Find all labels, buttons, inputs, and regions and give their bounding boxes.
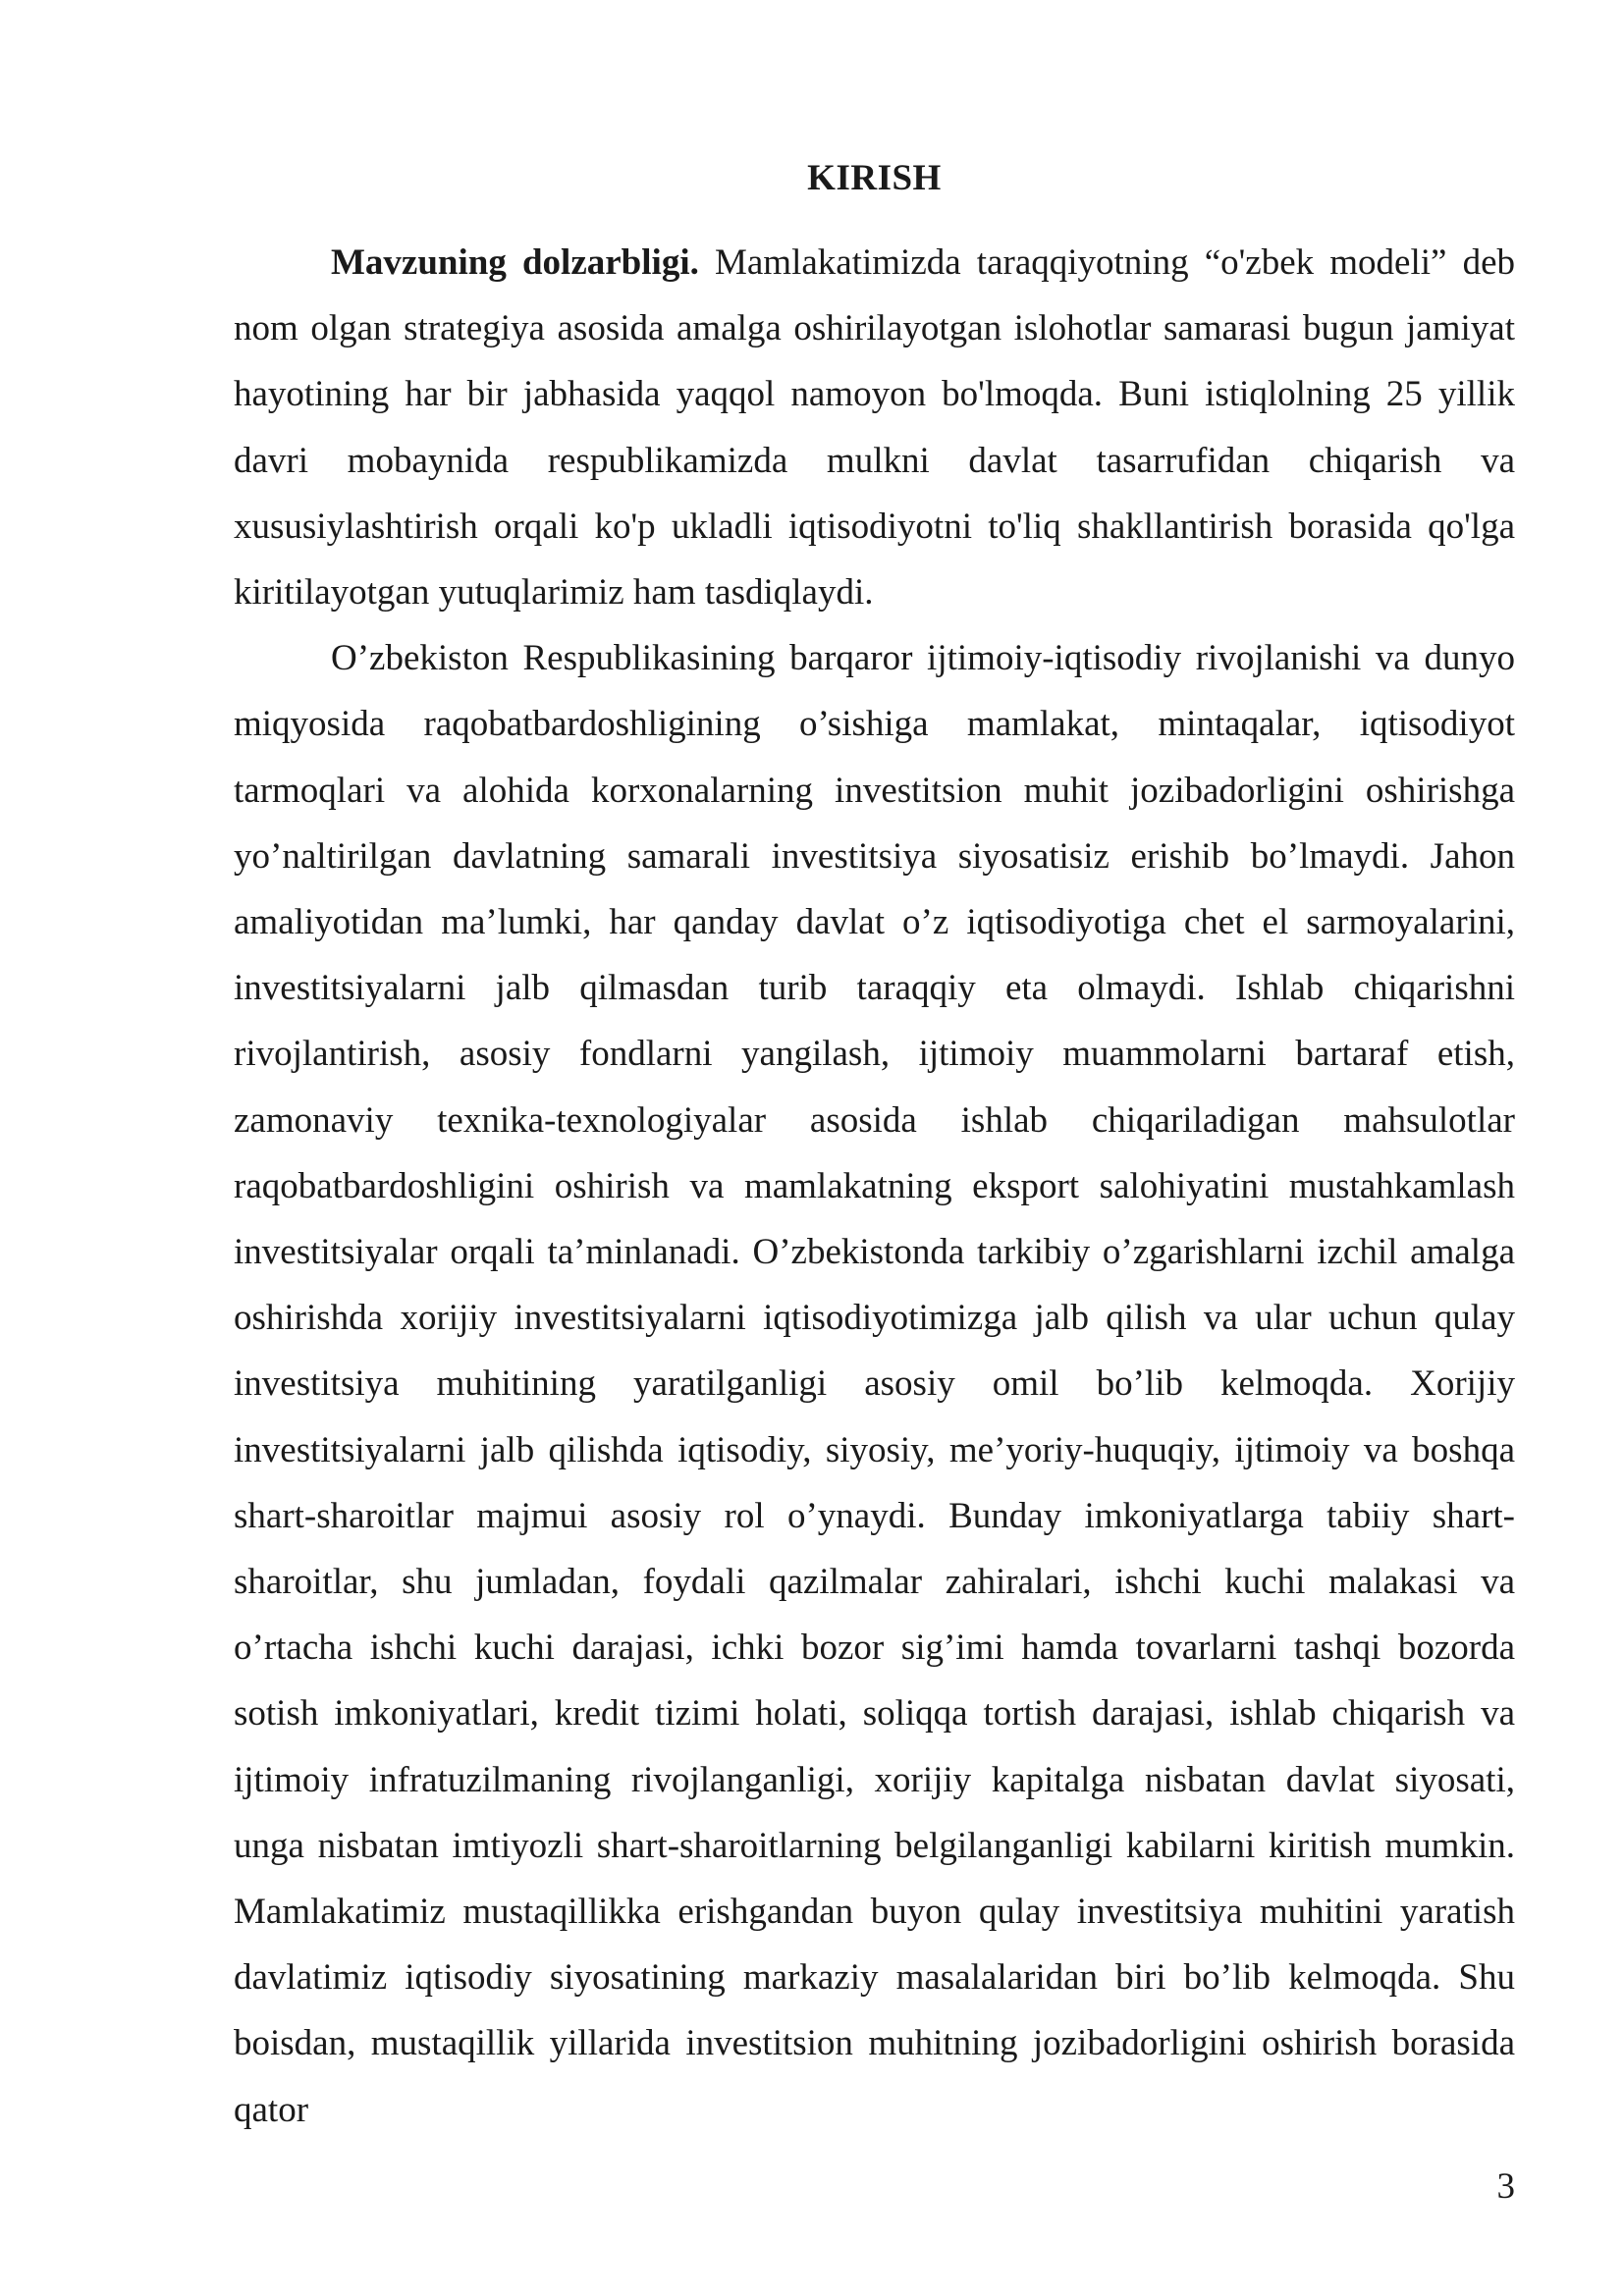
body-text [234, 230, 1515, 2143]
page-number: 3 [1496, 2166, 1515, 2207]
paragraph-text: Mamlakatimizda taraqqiyotning “o'zbek modeli” deb nom olgan strategiya asosida amalga oshirilayotgan islohotlar samarasi bugun jamiyat hayotining har bir jabhasida yaqqol namoyon bo'lmoqda. Buni istiqlolning 25 yillik davri mobaynida respublikamizda mulkni davlat tasarrufidan chiqarish va xususiylashtirish orqali ko'p ukladli iqtisodiyotni to'liq shakllantirish borasida qo'lga kiritilayotgan yutuqlarimiz ham tasdiqlaydi. [234, 242, 1515, 614]
paragraph-relevance [234, 230, 1515, 625]
paragraph-text: O’zbekiston Respublikasining barqaror ijtimoiy-iqtisodiy rivojlanishi va dunyo miqyosida raqobatbardoshligining o’sishiga mamlakat, mintaqalar, iqtisodiyot tarmoqlari va alohida korxonalarning investitsion muhit jozibadorligini oshirishga yo’naltirilgan davlatning samarali investitsiya siyosatisiz erishib bo’lmaydi. Jahon amaliyotidan ma’lumki, har qanday davlat o’z iqtisodiyotiga chet el sarmoyalarini, investitsiyalarni jalb qilmasdan turib taraqqiy eta olmaydi. Ishlab chiqarishni rivojlantirish, asosiy fondlarni yangilash, ijtimoiy muammolarni bartaraf etish, zamonaviy texnika-texnologiyalar asosida ishlab chiqariladigan mahsulotlar raqobatbardoshligini oshirish va mamlakatning eksport salohiyatini mustahkamlash investitsiyalar orqali ta’minlanadi. O’zbekistonda tarkibiy o’zgarishlarni izchil amalga oshirishda xorijiy investitsiyalarni iqtisodiyotimizga jalb qilish va ular uchun qulay investitsiya muhitining yaratilganligi asosiy omil bo’lib kelmoqda. Xorijiy investitsiyalarni jalb qilishda iqtisodiy, siyosiy, me’yoriy-huquqiy, ijtimoiy va boshqa shart-sharoitlar majmui asosiy rol o’ynaydi. Bunday imkoniyatlarga tabiiy shart-sharoitlar, shu jumladan, foydali qazilmalar zahiralari, ishchi kuchi malakasi va o’rtacha ishchi kuchi darajasi, ichki bozor sig’imi hamda tovarlarni tashqi bozorda sotish imkoniyatlari, kredit tizimi holati, soliqqa tortish darajasi, ishlab chiqarish va ijtimoiy infratuzilmaning rivojlanganligi, xorijiy kapitalga nisbatan davlat siyosati, unga nisbatan imtiyozli shart-sharoitlarning belgilanganligi kabilarni kiritish mumkin. Mamlakatimiz mustaqillikka erishgandan buyon qulay investitsiya muhitini yaratish davlatimiz iqtisodiy siyosatining markaziy masalalaridan biri bo’lib kelmoqda. Shu boisdan, mustaqillik yillarida investitsion muhitning jozibadorligini oshirish borasida qator [234, 638, 1515, 2130]
paragraph-lead-heading: Mavzuning dolzarbligi. [331, 242, 699, 283]
page-title: KIRISH [807, 158, 942, 198]
paragraph-investment [234, 625, 1515, 2143]
